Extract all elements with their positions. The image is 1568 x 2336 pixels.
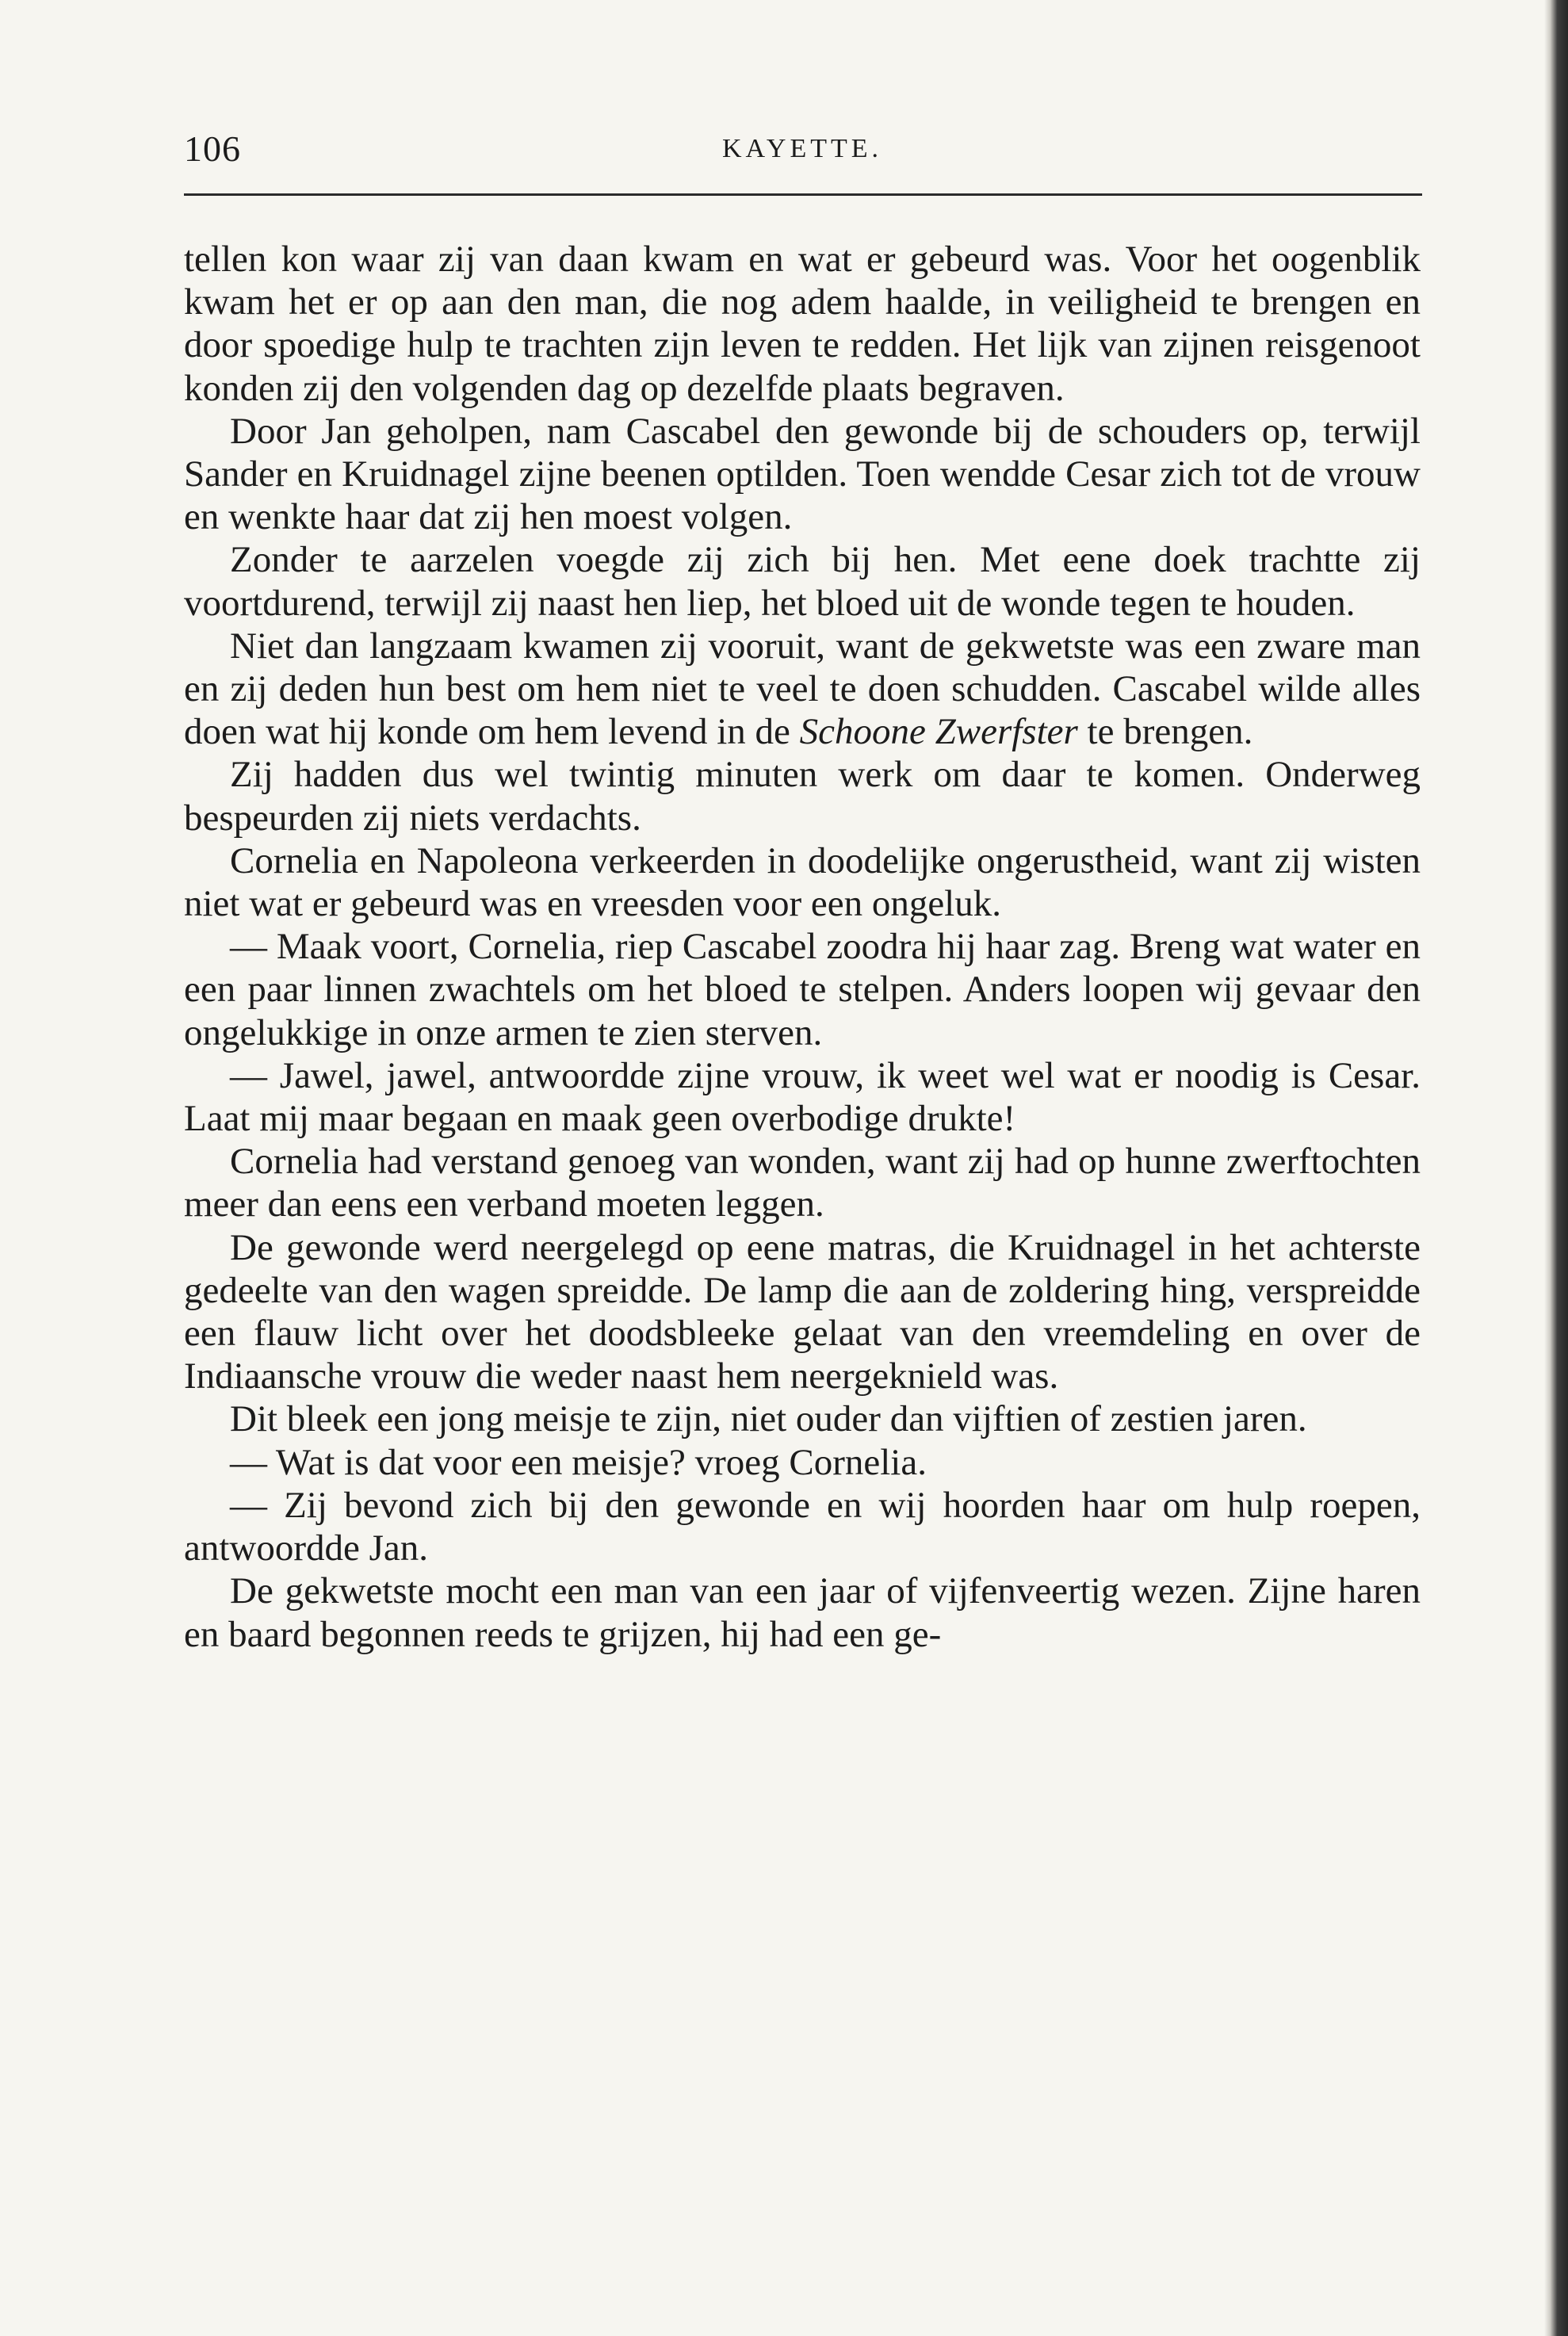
paragraph: Cornelia en Napoleona verkeerden in doodelijke ongerustheid, want zij wisten niet wat er gebeurd was en vreesden voor een ongeluk. bbox=[184, 839, 1421, 925]
header-rule bbox=[184, 193, 1422, 196]
paragraph: Dit bleek een jong meisje te zijn, niet ouder dan vijftien of zestien jaren. bbox=[230, 1398, 1307, 1440]
dialogue-paragraph: — Jawel, jawel, antwoordde zijne vrouw, ik weet wel wat er noodig is Cesar. Laat mij maar begaan en maak geen overbodige drukte! bbox=[184, 1054, 1421, 1140]
page-header bbox=[184, 125, 1421, 173]
binding-edge bbox=[1544, 0, 1568, 2336]
dialogue-paragraph: — Zij bevond zich bij den gewonde en wij hoorden haar om hulp roepen, antwoordde Jan. bbox=[184, 1484, 1421, 1569]
paragraph: Zonder te aarzelen voegde zij zich bij hen. Met eene doek trachtte zij voortdurend, terwijl zij naast hen liep, het bloed uit de wonde tegen te houden. bbox=[184, 539, 1421, 624]
body-text bbox=[184, 238, 1421, 1656]
paragraph: Zij hadden dus wel twintig minuten werk om daar te komen. Onderweg bespeurden zij niets verdachts. bbox=[184, 754, 1421, 839]
italic-title: Schoone Zwerfster bbox=[799, 711, 1078, 753]
paragraph: Door Jan geholpen, nam Cascabel den gewonde bij de schouders op, terwijl Sander en Kruidnagel zijne beenen optilden. Toen wendde Cesar zich tot de vrouw en wenkte haar dat zij hen moest volgen. bbox=[184, 410, 1421, 538]
paragraph-text: te brengen. bbox=[1077, 711, 1253, 753]
paragraph bbox=[184, 625, 1421, 754]
paragraph: tellen kon waar zij van daan kwam en wat er gebeurd was. Voor het oogenblik kwam het er op aan den man, die nog adem haalde, in veiligheid te brengen en door spoedige hulp te trachten zijn leven te redden. Het lijk van zijnen reisgenoot konden zij den volgenden dag op dezelfde plaats begraven. bbox=[184, 239, 1421, 409]
dialogue-paragraph: — Maak voort, Cornelia, riep Cascabel zoodra hij haar zag. Breng wat water en een paar linnen zwachtels om het bloed te stelpen. Anders loopen wij gevaar den ongelukkige in onze armen te zien sterven. bbox=[184, 926, 1421, 1053]
paragraph: Cornelia had verstand genoeg van wonden, want zij had op hunne zwerftochten meer dan eens een verband moeten leggen. bbox=[184, 1141, 1421, 1225]
paragraph: De gekwetste mocht een man van een jaar of vijfenveertig wezen. Zijne haren en baard begonnen reeds te grijzen, hij had een ge- bbox=[184, 1570, 1421, 1655]
dialogue-paragraph: — Wat is dat voor een meisje? vroeg Cornelia. bbox=[230, 1441, 927, 1483]
paragraph: De gewonde werd neergelegd op eene matras, die Kruidnagel in het achterste gedeelte van den wagen spreidde. De lamp die aan de zoldering hing, verspreidde een flauw licht over het doodsbleeke gelaat van den vreemdeling en over de Indiaansche vrouw die weder naast hem neergeknield was. bbox=[184, 1226, 1421, 1397]
page-number: 106 bbox=[184, 128, 241, 169]
paragraph-text: Niet dan langzaam kwamen zij vooruit, want de gekwetste was een zware man en zij deden hun best om hem niet te veel te doen schudden. Cascabel wilde alles doen wat hij konde om hem levend in de bbox=[184, 625, 1421, 753]
running-title: KAYETTE. bbox=[721, 134, 883, 163]
